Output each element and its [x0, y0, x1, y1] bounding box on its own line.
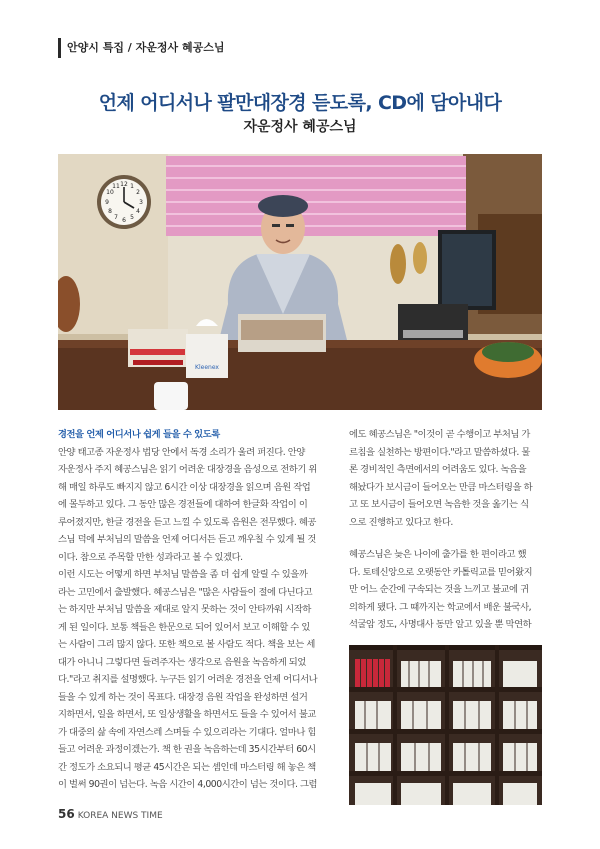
body-line: 들을 수 있게 하는 것이 목표다. 대장경 음원 작업을 완성하면 설거 [58, 691, 308, 703]
body-line: 다."라고 취지를 설명했다. 누구든 읽기 어려운 경전을 언제 어디서나 [58, 674, 318, 685]
body-line: 간 정도가 소요되니 평균 45시간은 되는 셈인데 마스터링 해 놓은 책 [58, 761, 316, 773]
clock-numeral: 7 [114, 214, 118, 221]
body-line: 는 사람이 그리 많지 않다. 또한 책으로 볼 사람도 적다. 책을 보는 세 [58, 639, 315, 650]
clock-numeral: 12 [120, 181, 128, 188]
clock-numeral: 1 [130, 183, 134, 190]
article-column-right-top [349, 426, 542, 531]
tissue-brand: Kleenex [195, 364, 219, 371]
body-line: 에도 혜공스님은 "이것이 곧 수행이고 부처님 가 [349, 429, 530, 440]
article-column-right-mid [349, 546, 542, 634]
body-line: 으로 진행하고 있다고 한다. [349, 516, 453, 528]
body-line: 석굴암 정도, 사명대사 동만 알고 있을 뿐 막연하 [349, 619, 532, 630]
article-subhead: 자운정사 혜공스님 [243, 119, 357, 135]
body-line: 루어졌지만, 한글 경전을 듣고 느낄 수 있도록 음원은 전무했다. 혜공 [58, 516, 316, 528]
body-line: 고 또 보시금이 들어오면 녹음한 것을 옮기는 식 [349, 499, 529, 510]
main-photo [58, 154, 542, 410]
body-line: 론 경비적인 측면에서의 어려움도 있다. 녹음을 [349, 464, 527, 475]
body-line: 스님 덕에 부처님의 말씀을 언제 어디서든 듣고 깨우칠 수 있게 될 것 [58, 534, 316, 545]
wall-clock [97, 175, 151, 229]
article-column-left [58, 426, 333, 794]
body-line: 에 몰두하고 있다. 그 동안 많은 경전들에 대하여 한글화 작업이 이 [58, 499, 308, 510]
body-line: 게 된 일이다. 보통 책들은 한문으로 되어 있어서 보고 이해할 수 있 [58, 621, 310, 633]
mug [154, 382, 188, 410]
body-line: 르침을 실천하는 방편이다."라고 말씀하셨다. 물 [349, 446, 530, 458]
body-line: 의하게 됐다. 그 때까지는 학교에서 배운 불국사, [349, 601, 532, 613]
body-line: 이다. 참으로 주목할 만한 성과라고 볼 수 있겠다. [58, 551, 243, 563]
body-line: 자운정사 주지 혜공스님은 읽기 어려운 대장경을 음성으로 전하기 위 [58, 464, 317, 475]
body-line: 안양 태고종 자운정사 법당 안에서 독경 소리가 울려 퍼진다. 안양 [58, 446, 305, 458]
section-subtitle: 경전을 언제 어디서나 쉽게 들을 수 있도록 [58, 429, 220, 440]
clock-numeral: 3 [139, 199, 143, 206]
page-footer [58, 807, 163, 821]
body-line: 만 어느 순간에 구속되는 것을 느끼고 불교에 귀 [349, 584, 529, 595]
tissue-box [186, 334, 228, 378]
clock-numeral: 9 [105, 199, 109, 206]
body-line: 지하면서, 일을 하면서, 또 일상생활을 하면서도 들을 수 있어서 불교 [58, 709, 316, 720]
body-line: 라는 고민에서 출발했다. 혜공스님은 "많은 사람들이 절에 다닌다고 [58, 586, 313, 598]
body-line: 는 하지만 부처님 말씀을 제대로 알지 못하는 것이 안타까워 시작하 [58, 604, 311, 615]
body-line: 가 대중의 삶 속에 자연스레 스며들 수 있으리라는 기대다. 얼마나 힘 [58, 726, 316, 738]
body-line: 들고 어려운 과정이겠는가. 책 한 권을 녹음하는데 35시간부터 60시 [58, 744, 316, 755]
clock-numeral: 5 [130, 214, 134, 221]
section-tag: 안양시 특집 / 자운정사 혜공스님 [58, 38, 224, 58]
clock-numeral: 4 [136, 208, 140, 215]
clock-numeral: 10 [106, 189, 114, 196]
clock-numeral: 11 [112, 183, 120, 190]
bookshelf-photo [349, 645, 542, 805]
article-headline: 언제 어디서나 팔만대장경 듣도록, CD에 담아내다 [98, 92, 502, 114]
body-line: 혜공스님은 늦은 나이에 출가를 한 편이라고 했 [349, 549, 527, 560]
clock-numeral: 2 [136, 189, 140, 196]
body-line: 해놨다가 보시금이 들어오는 만큼 마스터링을 하 [349, 481, 533, 493]
body-line: 대가 아니니 그렇다면 들려주자는 생각으로 음원을 녹음하게 되었 [58, 656, 306, 668]
clock-numeral: 8 [108, 208, 112, 215]
body-line: 이런 시도는 어떻게 하면 부처님 말씀을 좀 더 쉽게 알릴 수 있을까 [58, 569, 308, 580]
body-line: 다. 토테신앙으로 오랫동안 카톨릭교를 믿어왔지 [349, 566, 533, 578]
body-line: 해 매일 하루도 빠지지 않고 6시간 이상 대장경을 읽으며 음원 작업 [58, 481, 311, 493]
body-line: 이 벌써 90권이 넘는다. 녹음 시간이 4,000시간이 넘는 것이다. 그럼 [58, 779, 318, 790]
publication-name: KOREA NEWS TIME [77, 811, 163, 821]
clock-numeral: 6 [122, 217, 126, 224]
page-number: 56 [58, 807, 75, 821]
